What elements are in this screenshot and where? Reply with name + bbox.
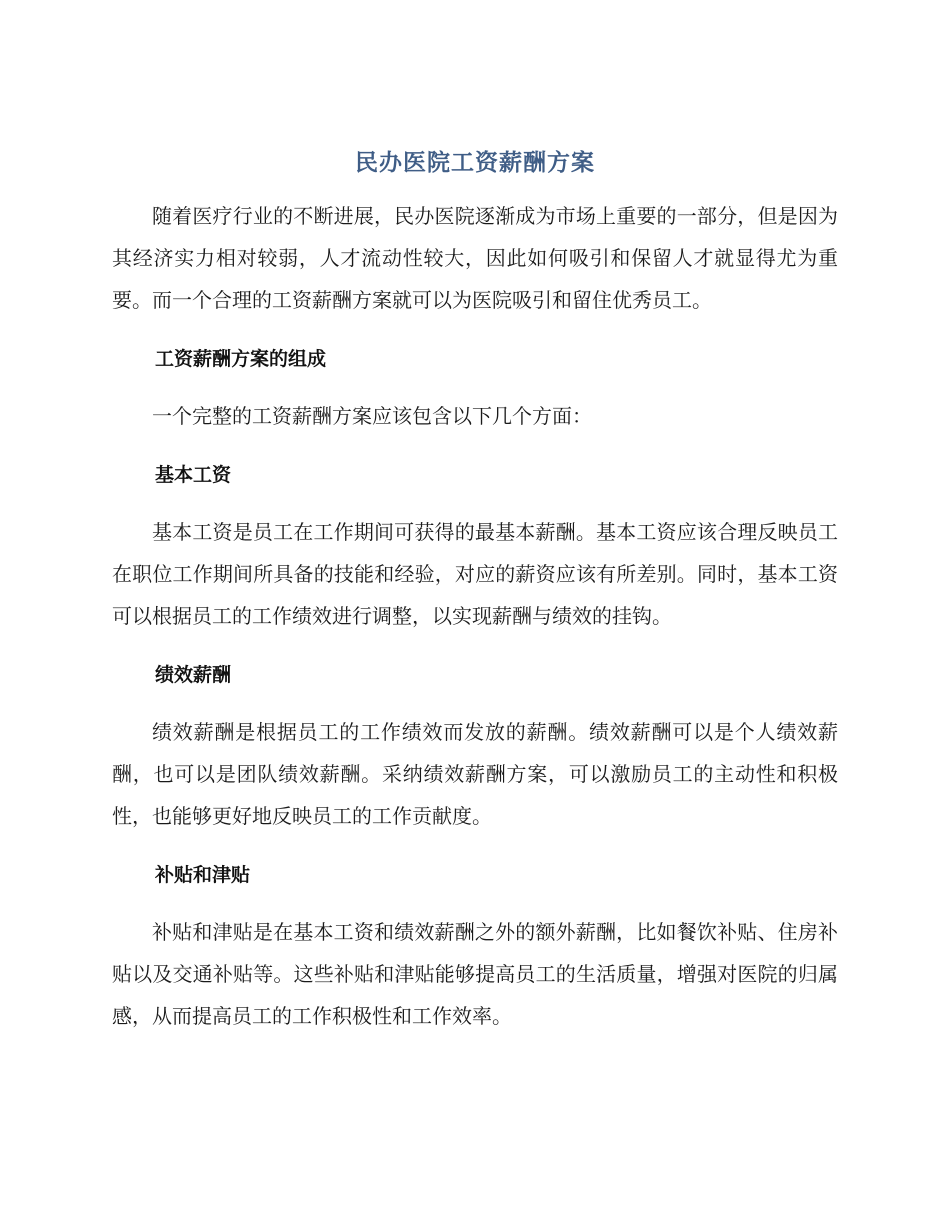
document-title: 民办医院工资薪酬方案 [355,150,595,176]
section-body-performance-pay: 绩效薪酬是根据员工的工作绩效而发放的薪酬。绩效薪酬可以是个人绩效薪酬，也可以是团队绩效薪酬。采纳绩效薪酬方案，可以激励员工的主动性和积极性，也能够更好地反映员工的工作贡献度。 [112,720,838,828]
section-heading-performance-pay: 绩效薪酬 [155,664,232,686]
section-heading-allowances: 补贴和津贴 [155,864,251,886]
section-body-composition: 一个完整的工资薪酬方案应该包含以下几个方面： [152,404,592,428]
intro-paragraph: 随着医疗行业的不断进展，民办医院逐渐成为市场上重要的一部分，但是因为其经济实力相对较弱，人才流动性较大，因此如何吸引和保留人才就显得尤为重要。而一个合理的工资薪酬方案就可以为医院吸引和留住优秀员工。 [112,204,838,312]
section-body-base-salary: 基本工资是员工在工作期间可获得的最基本薪酬。基本工资应该合理反映员工在职位工作期间所具备的技能和经验，对应的薪资应该有所差别。同时，基本工资可以根据员工的工作绩效进行调整，以实现薪酬与绩效的挂钩。 [112,520,838,628]
section-heading-base-salary: 基本工资 [155,464,232,486]
section-heading-composition: 工资薪酬方案的组成 [155,348,327,370]
section-body-allowances: 补贴和津贴是在基本工资和绩效薪酬之外的额外薪酬，比如餐饮补贴、住房补贴以及交通补贴等。这些补贴和津贴能够提高员工的生活质量，增强对医院的归属感，从而提高员工的工作积极性和工作效率。 [112,920,838,1028]
